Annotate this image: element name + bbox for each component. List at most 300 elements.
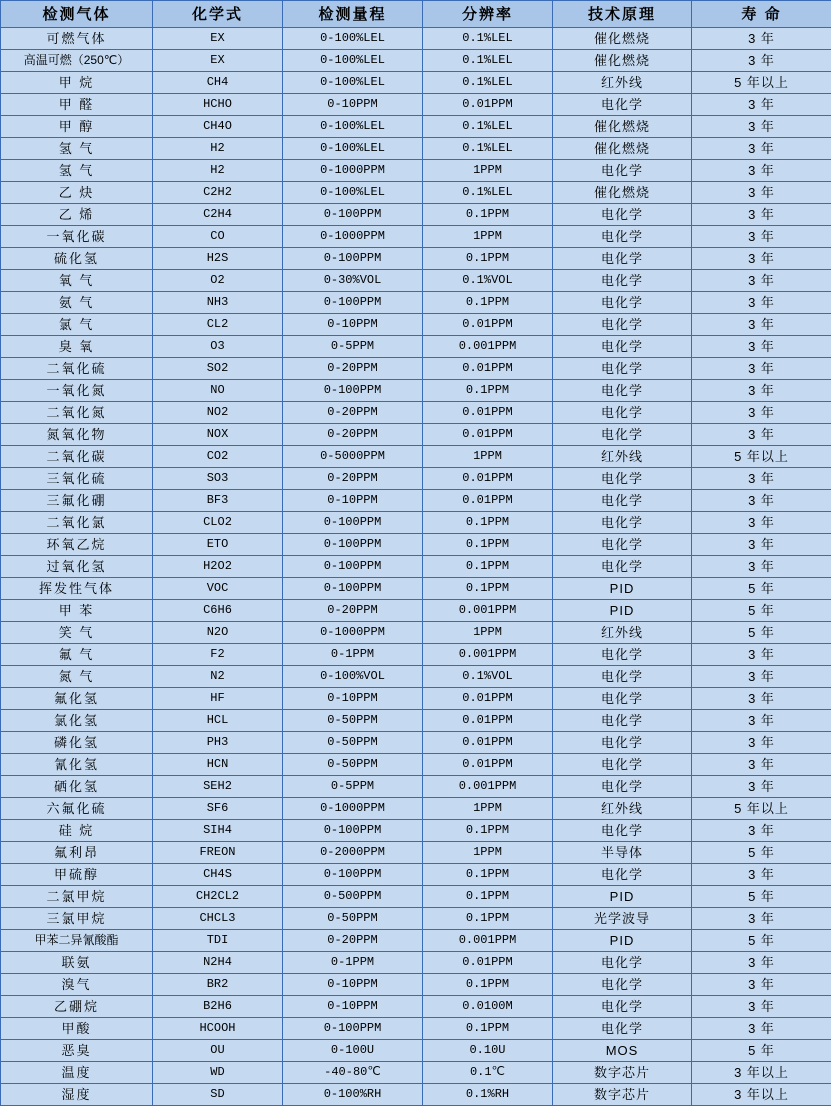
cell-range: 0-1000PPM	[283, 226, 423, 248]
cell-range: 0-50PPM	[283, 710, 423, 732]
cell-formula: H2	[153, 138, 283, 160]
cell-lifetime: 5 年	[692, 578, 831, 600]
cell-principle: 红外线	[553, 622, 692, 644]
cell-range: 0-30%VOL	[283, 270, 423, 292]
cell-range: 0-1000PPM	[283, 160, 423, 182]
cell-formula: ETO	[153, 534, 283, 556]
cell-range: 0-100%VOL	[283, 666, 423, 688]
table-row	[1, 952, 831, 974]
cell-lifetime: 3 年以上	[692, 1084, 831, 1106]
cell-lifetime: 3 年	[692, 644, 831, 666]
table-row	[1, 666, 831, 688]
table-row	[1, 1018, 831, 1040]
cell-lifetime: 3 年	[692, 380, 831, 402]
cell-formula: EX	[153, 28, 283, 50]
cell-lifetime: 3 年	[692, 160, 831, 182]
cell-formula: CH2CL2	[153, 886, 283, 908]
table-row	[1, 292, 831, 314]
cell-gas: 氟利昂	[1, 842, 153, 864]
cell-principle: PID	[553, 578, 692, 600]
table-row	[1, 270, 831, 292]
cell-principle: PID	[553, 886, 692, 908]
cell-principle: 催化燃烧	[553, 182, 692, 204]
cell-resolution: 0.1%LEL	[423, 182, 553, 204]
cell-range: 0-500PPM	[283, 886, 423, 908]
cell-range: 0-10PPM	[283, 314, 423, 336]
cell-gas: 硫化氢	[1, 248, 153, 270]
cell-resolution: 0.001PPM	[423, 336, 553, 358]
cell-principle: 电化学	[553, 358, 692, 380]
cell-gas: 甲 醇	[1, 116, 153, 138]
column-header-formula: 化学式	[153, 1, 283, 28]
cell-formula: CH4	[153, 72, 283, 94]
table-row	[1, 336, 831, 358]
cell-formula: BF3	[153, 490, 283, 512]
cell-gas: 氧 气	[1, 270, 153, 292]
table-row	[1, 996, 831, 1018]
cell-resolution: 0.1PPM	[423, 248, 553, 270]
table-row	[1, 116, 831, 138]
cell-range: 0-1000PPM	[283, 798, 423, 820]
cell-formula: C6H6	[153, 600, 283, 622]
cell-formula: NO2	[153, 402, 283, 424]
cell-range: 0-100PPM	[283, 864, 423, 886]
column-header-principle: 技术原理	[553, 1, 692, 28]
cell-principle: 电化学	[553, 754, 692, 776]
cell-resolution: 0.01PPM	[423, 94, 553, 116]
cell-range: 0-20PPM	[283, 600, 423, 622]
table-row	[1, 688, 831, 710]
cell-lifetime: 3 年	[692, 292, 831, 314]
cell-principle: 电化学	[553, 864, 692, 886]
cell-formula: N2	[153, 666, 283, 688]
cell-principle: 电化学	[553, 380, 692, 402]
cell-gas: 乙硼烷	[1, 996, 153, 1018]
table-row	[1, 204, 831, 226]
cell-formula: HCHO	[153, 94, 283, 116]
cell-formula: H2S	[153, 248, 283, 270]
table-row	[1, 380, 831, 402]
cell-formula: OU	[153, 1040, 283, 1062]
cell-principle: 催化燃烧	[553, 116, 692, 138]
cell-lifetime: 3 年	[692, 534, 831, 556]
cell-range: 0-100PPM	[283, 820, 423, 842]
cell-resolution: 0.01PPM	[423, 952, 553, 974]
cell-principle: 电化学	[553, 336, 692, 358]
cell-gas: 磷化氢	[1, 732, 153, 754]
cell-gas: 挥发性气体	[1, 578, 153, 600]
cell-gas: 甲硫醇	[1, 864, 153, 886]
cell-resolution: 0.01PPM	[423, 314, 553, 336]
cell-range: 0-100U	[283, 1040, 423, 1062]
cell-gas: 二氧化氯	[1, 512, 153, 534]
cell-principle: 电化学	[553, 270, 692, 292]
cell-range: 0-20PPM	[283, 424, 423, 446]
table-row	[1, 886, 831, 908]
cell-principle: 电化学	[553, 402, 692, 424]
cell-range: 0-100%LEL	[283, 138, 423, 160]
cell-gas: 六氟化硫	[1, 798, 153, 820]
table-row	[1, 710, 831, 732]
cell-resolution: 0.1PPM	[423, 820, 553, 842]
cell-resolution: 0.1PPM	[423, 886, 553, 908]
cell-resolution: 0.001PPM	[423, 600, 553, 622]
cell-gas: 三氯甲烷	[1, 908, 153, 930]
cell-resolution: 0.1%VOL	[423, 270, 553, 292]
cell-gas: 氟 气	[1, 644, 153, 666]
cell-lifetime: 3 年以上	[692, 1062, 831, 1084]
table-row	[1, 468, 831, 490]
table-row	[1, 402, 831, 424]
cell-lifetime: 3 年	[692, 688, 831, 710]
cell-principle: 电化学	[553, 226, 692, 248]
cell-resolution: 0.01PPM	[423, 402, 553, 424]
cell-range: 0-1PPM	[283, 644, 423, 666]
cell-range: 0-100PPM	[283, 556, 423, 578]
cell-principle: MOS	[553, 1040, 692, 1062]
cell-resolution: 0.1℃	[423, 1062, 553, 1084]
cell-resolution: 1PPM	[423, 226, 553, 248]
cell-resolution: 1PPM	[423, 446, 553, 468]
cell-resolution: 0.0100M	[423, 996, 553, 1018]
cell-principle: 电化学	[553, 490, 692, 512]
cell-lifetime: 3 年	[692, 490, 831, 512]
table-row	[1, 1040, 831, 1062]
cell-lifetime: 3 年	[692, 182, 831, 204]
cell-gas: 甲 醛	[1, 94, 153, 116]
cell-gas: 氢 气	[1, 160, 153, 182]
cell-gas: 可燃气体	[1, 28, 153, 50]
table-header	[1, 1, 831, 28]
cell-lifetime: 3 年	[692, 754, 831, 776]
cell-principle: 电化学	[553, 688, 692, 710]
cell-gas: 联氨	[1, 952, 153, 974]
cell-resolution: 0.1PPM	[423, 556, 553, 578]
cell-range: 0-50PPM	[283, 908, 423, 930]
cell-principle: 电化学	[553, 292, 692, 314]
cell-formula: F2	[153, 644, 283, 666]
cell-gas: 笑 气	[1, 622, 153, 644]
cell-lifetime: 3 年	[692, 248, 831, 270]
table-row	[1, 732, 831, 754]
cell-principle: 电化学	[553, 248, 692, 270]
cell-resolution: 0.1PPM	[423, 578, 553, 600]
table-row	[1, 644, 831, 666]
cell-formula: SD	[153, 1084, 283, 1106]
cell-gas: 二氧化硫	[1, 358, 153, 380]
cell-principle: 电化学	[553, 666, 692, 688]
cell-formula: H2	[153, 160, 283, 182]
cell-range: 0-50PPM	[283, 732, 423, 754]
cell-principle: 红外线	[553, 72, 692, 94]
table-row	[1, 226, 831, 248]
cell-resolution: 1PPM	[423, 160, 553, 182]
cell-lifetime: 5 年以上	[692, 798, 831, 820]
cell-lifetime: 3 年	[692, 204, 831, 226]
cell-formula: CL2	[153, 314, 283, 336]
cell-formula: C2H2	[153, 182, 283, 204]
cell-gas: 乙 烯	[1, 204, 153, 226]
cell-range: 0-100PPM	[283, 1018, 423, 1040]
cell-formula: O3	[153, 336, 283, 358]
cell-principle: 催化燃烧	[553, 138, 692, 160]
cell-lifetime: 3 年	[692, 952, 831, 974]
cell-gas: 氨 气	[1, 292, 153, 314]
cell-lifetime: 5 年	[692, 622, 831, 644]
cell-range: -40-80℃	[283, 1062, 423, 1084]
cell-lifetime: 3 年	[692, 94, 831, 116]
cell-formula: CO	[153, 226, 283, 248]
cell-lifetime: 5 年	[692, 930, 831, 952]
cell-range: 0-5PPM	[283, 776, 423, 798]
cell-range: 0-100%LEL	[283, 182, 423, 204]
cell-lifetime: 3 年	[692, 820, 831, 842]
cell-gas: 氰化氢	[1, 754, 153, 776]
table-row	[1, 182, 831, 204]
table-body	[1, 28, 831, 1106]
cell-lifetime: 3 年	[692, 28, 831, 50]
cell-principle: 电化学	[553, 314, 692, 336]
table-row	[1, 578, 831, 600]
cell-principle: 红外线	[553, 798, 692, 820]
cell-resolution: 0.1%VOL	[423, 666, 553, 688]
cell-lifetime: 3 年	[692, 776, 831, 798]
cell-resolution: 0.001PPM	[423, 644, 553, 666]
cell-formula: N2H4	[153, 952, 283, 974]
cell-formula: NOX	[153, 424, 283, 446]
cell-resolution: 0.1PPM	[423, 380, 553, 402]
column-header-range: 检测量程	[283, 1, 423, 28]
cell-gas: 三氟化硼	[1, 490, 153, 512]
cell-gas: 甲 烷	[1, 72, 153, 94]
table-row	[1, 600, 831, 622]
table-row	[1, 358, 831, 380]
cell-formula: SO3	[153, 468, 283, 490]
table-row	[1, 248, 831, 270]
cell-principle: 电化学	[553, 732, 692, 754]
cell-resolution: 0.1%RH	[423, 1084, 553, 1106]
cell-formula: SEH2	[153, 776, 283, 798]
cell-gas: 氯化氢	[1, 710, 153, 732]
cell-gas: 氢 气	[1, 138, 153, 160]
cell-lifetime: 3 年	[692, 732, 831, 754]
cell-gas: 氯 气	[1, 314, 153, 336]
cell-formula: CH4S	[153, 864, 283, 886]
cell-resolution: 0.1PPM	[423, 534, 553, 556]
cell-formula: WD	[153, 1062, 283, 1084]
cell-principle: 电化学	[553, 204, 692, 226]
cell-formula: PH3	[153, 732, 283, 754]
cell-principle: 电化学	[553, 996, 692, 1018]
cell-lifetime: 5 年	[692, 600, 831, 622]
table-row	[1, 72, 831, 94]
cell-resolution: 0.01PPM	[423, 468, 553, 490]
cell-lifetime: 3 年	[692, 138, 831, 160]
table-row	[1, 314, 831, 336]
cell-formula: H2O2	[153, 556, 283, 578]
cell-gas: 二氯甲烷	[1, 886, 153, 908]
cell-range: 0-20PPM	[283, 468, 423, 490]
cell-gas: 湿度	[1, 1084, 153, 1106]
cell-range: 0-100PPM	[283, 204, 423, 226]
cell-gas: 三氧化硫	[1, 468, 153, 490]
cell-gas: 甲 苯	[1, 600, 153, 622]
cell-gas: 硅 烷	[1, 820, 153, 842]
cell-range: 0-100PPM	[283, 292, 423, 314]
cell-lifetime: 3 年	[692, 314, 831, 336]
cell-range: 0-100%LEL	[283, 50, 423, 72]
cell-resolution: 0.1PPM	[423, 512, 553, 534]
cell-lifetime: 5 年以上	[692, 446, 831, 468]
table-row	[1, 50, 831, 72]
cell-gas: 氮氧化物	[1, 424, 153, 446]
cell-resolution: 0.01PPM	[423, 754, 553, 776]
cell-resolution: 0.1PPM	[423, 292, 553, 314]
cell-formula: C2H4	[153, 204, 283, 226]
cell-range: 0-20PPM	[283, 402, 423, 424]
cell-lifetime: 3 年	[692, 402, 831, 424]
cell-principle: 电化学	[553, 160, 692, 182]
cell-gas: 氟化氢	[1, 688, 153, 710]
cell-formula: N2O	[153, 622, 283, 644]
cell-lifetime: 5 年	[692, 886, 831, 908]
table-row	[1, 446, 831, 468]
cell-principle: 催化燃烧	[553, 50, 692, 72]
cell-range: 0-100PPM	[283, 578, 423, 600]
cell-formula: O2	[153, 270, 283, 292]
table-header-row	[1, 1, 831, 28]
table-row	[1, 864, 831, 886]
cell-range: 0-100%LEL	[283, 72, 423, 94]
cell-gas: 乙 炔	[1, 182, 153, 204]
table-row	[1, 512, 831, 534]
cell-principle: 电化学	[553, 710, 692, 732]
column-header-lifetime: 寿 命	[692, 1, 831, 28]
cell-resolution: 0.01PPM	[423, 732, 553, 754]
cell-range: 0-100%LEL	[283, 28, 423, 50]
cell-formula: SO2	[153, 358, 283, 380]
cell-range: 0-100PPM	[283, 380, 423, 402]
cell-lifetime: 3 年	[692, 864, 831, 886]
cell-formula: HCOOH	[153, 1018, 283, 1040]
cell-lifetime: 3 年	[692, 270, 831, 292]
cell-principle: 电化学	[553, 534, 692, 556]
cell-range: 0-50PPM	[283, 754, 423, 776]
cell-formula: SF6	[153, 798, 283, 820]
cell-gas: 氮 气	[1, 666, 153, 688]
cell-resolution: 0.01PPM	[423, 358, 553, 380]
cell-range: 0-10PPM	[283, 974, 423, 996]
column-header-resolution: 分辨率	[423, 1, 553, 28]
cell-formula: NO	[153, 380, 283, 402]
cell-lifetime: 5 年以上	[692, 72, 831, 94]
cell-range: 0-10PPM	[283, 688, 423, 710]
cell-range: 0-100PPM	[283, 248, 423, 270]
cell-resolution: 0.01PPM	[423, 688, 553, 710]
cell-resolution: 0.1%LEL	[423, 138, 553, 160]
cell-principle: 电化学	[553, 776, 692, 798]
cell-lifetime: 5 年	[692, 1040, 831, 1062]
cell-resolution: 0.01PPM	[423, 710, 553, 732]
cell-resolution: 0.1%LEL	[423, 72, 553, 94]
cell-resolution: 0.1%LEL	[423, 28, 553, 50]
cell-lifetime: 3 年	[692, 50, 831, 72]
cell-principle: 数字芯片	[553, 1084, 692, 1106]
cell-lifetime: 3 年	[692, 710, 831, 732]
cell-formula: FREON	[153, 842, 283, 864]
table-row	[1, 908, 831, 930]
cell-gas: 二氧化碳	[1, 446, 153, 468]
table-row	[1, 1084, 831, 1106]
cell-resolution: 1PPM	[423, 798, 553, 820]
cell-lifetime: 3 年	[692, 512, 831, 534]
cell-range: 0-100%LEL	[283, 116, 423, 138]
table-row	[1, 160, 831, 182]
table-row	[1, 28, 831, 50]
cell-lifetime: 3 年	[692, 336, 831, 358]
cell-range: 0-1PPM	[283, 952, 423, 974]
cell-principle: PID	[553, 600, 692, 622]
cell-range: 0-100PPM	[283, 534, 423, 556]
cell-formula: EX	[153, 50, 283, 72]
table-row	[1, 1062, 831, 1084]
cell-lifetime: 3 年	[692, 556, 831, 578]
cell-principle: 电化学	[553, 974, 692, 996]
cell-gas: 过氧化氢	[1, 556, 153, 578]
cell-principle: 电化学	[553, 512, 692, 534]
cell-principle: 电化学	[553, 94, 692, 116]
cell-gas: 温度	[1, 1062, 153, 1084]
column-header-gas: 检测气体	[1, 1, 153, 28]
cell-formula: CO2	[153, 446, 283, 468]
cell-resolution: 0.001PPM	[423, 776, 553, 798]
cell-resolution: 0.1PPM	[423, 204, 553, 226]
cell-gas: 高温可燃（250℃）	[1, 50, 153, 72]
table-row	[1, 798, 831, 820]
cell-lifetime: 3 年	[692, 116, 831, 138]
cell-range: 0-10PPM	[283, 490, 423, 512]
cell-range: 0-5000PPM	[283, 446, 423, 468]
cell-resolution: 0.01PPM	[423, 490, 553, 512]
cell-formula: HCN	[153, 754, 283, 776]
cell-range: 0-100%RH	[283, 1084, 423, 1106]
cell-principle: 催化燃烧	[553, 28, 692, 50]
cell-gas: 硒化氢	[1, 776, 153, 798]
cell-resolution: 1PPM	[423, 842, 553, 864]
table-row	[1, 94, 831, 116]
cell-range: 0-2000PPM	[283, 842, 423, 864]
cell-principle: 电化学	[553, 644, 692, 666]
cell-formula: NH3	[153, 292, 283, 314]
cell-resolution: 0.1%LEL	[423, 116, 553, 138]
cell-lifetime: 3 年	[692, 424, 831, 446]
cell-resolution: 0.1PPM	[423, 1018, 553, 1040]
cell-gas: 甲酸	[1, 1018, 153, 1040]
table-row	[1, 776, 831, 798]
table-row	[1, 842, 831, 864]
cell-lifetime: 3 年	[692, 358, 831, 380]
cell-resolution: 0.1PPM	[423, 864, 553, 886]
cell-range: 0-5PPM	[283, 336, 423, 358]
cell-gas: 臭 氧	[1, 336, 153, 358]
cell-gas: 溴气	[1, 974, 153, 996]
cell-resolution: 0.01PPM	[423, 424, 553, 446]
table-row	[1, 490, 831, 512]
cell-principle: 电化学	[553, 424, 692, 446]
table-row	[1, 930, 831, 952]
cell-principle: 电化学	[553, 556, 692, 578]
cell-lifetime: 3 年	[692, 1018, 831, 1040]
